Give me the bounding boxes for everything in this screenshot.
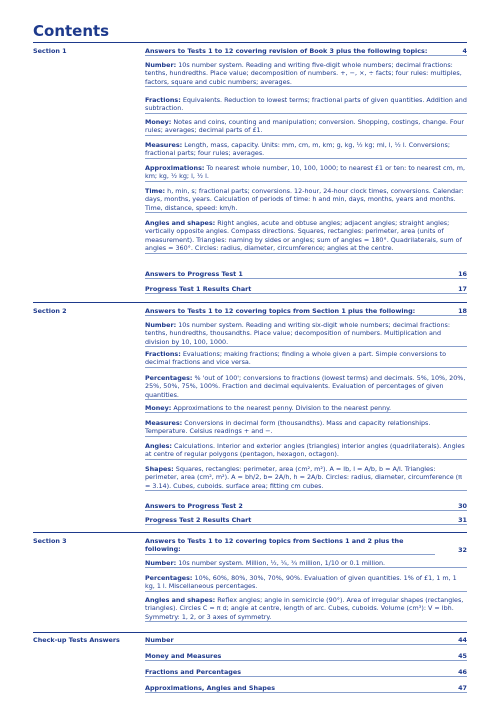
topic-text: Length, mass, capacity. Units: mm, cm, m, km; g, kg, ½ kg; ml, l, ½ l. Conversions; fractional parts; four rules; averages.	[145, 141, 450, 158]
topic-heading: Angles and shapes:	[145, 596, 216, 604]
section-2-extra-page: 30	[458, 502, 467, 510]
topic-heading: Time:	[145, 187, 166, 195]
topic-heading: Number:	[145, 61, 177, 69]
section-2-topic	[145, 350, 467, 368]
topic-heading: Money:	[145, 404, 172, 412]
section-2-topic	[145, 404, 467, 413]
section-2-extra: Answers to Progress Test 2	[145, 502, 467, 511]
topic-heading: Measures:	[145, 419, 183, 427]
topic-text: Approximations to the nearest penny. Division to the nearest penny.	[173, 404, 392, 412]
topic-text: 10s number system. Reading and writing six-digit whole numbers; decimal fractions: tenths, hundredths, thousandths. Place value; decomposition of numbers. Multiplication and division by 10, 100, 1000.	[145, 321, 450, 346]
section-3-page: 32	[458, 546, 467, 554]
section-1-topic	[145, 187, 467, 213]
section-1-topic	[145, 118, 467, 136]
title-rule	[33, 42, 467, 43]
section-2-heading: Answers to Tests 1 to 12 covering topics from Section 1 plus the following:	[145, 307, 467, 316]
section-3-topic	[145, 574, 467, 592]
topic-text: Equivalents. Reduction to lowest terms; fractional parts of given quantities. Addition and subtraction.	[145, 96, 467, 113]
topic-heading: Fractions:	[145, 350, 181, 358]
section-1-topic	[145, 61, 467, 87]
section-3-label: Section 3	[33, 537, 67, 545]
topic-text: To nearest whole number, 10, 100, 1000; to nearest £1 or ten: to nearest cm, m, km; kg, ½ kg; l, ½ l.	[145, 164, 466, 181]
topic-text: 10%, 60%, 80%, 30%, 70%, 90%. Evaluation of given quantities. 1% of £1, 1 m, 1 kg, 1 l. Miscellaneous percentages.	[145, 574, 457, 591]
section-2-page: 18	[458, 307, 467, 315]
section-2-extra: Progress Test 2 Results Chart	[145, 516, 467, 525]
section-2-topic	[145, 321, 467, 347]
checkup-item: Fractions and Percentages	[145, 668, 467, 677]
topic-text: Conversions in decimal form (thousandths). Mass and capacity relationships. Temperature. Celsius readings + and −.	[145, 419, 431, 436]
section-1-page: 4	[462, 47, 467, 55]
topic-text: Evaluations; making fractions; finding a whole given a part. Simple conversions to decimal fractions and vice versa.	[145, 350, 447, 367]
section-3-topic	[145, 596, 467, 622]
section-1-topic	[145, 96, 467, 114]
checkup-rule	[33, 632, 467, 633]
section-2-topic	[145, 442, 467, 460]
section-1-topic	[145, 141, 467, 159]
section-2-topic	[145, 465, 467, 491]
section-1-topic	[145, 219, 467, 254]
topic-heading: Fractions:	[145, 96, 181, 104]
section-2-topic	[145, 419, 467, 437]
topic-heading: Number:	[145, 559, 177, 567]
topic-text: Squares, rectangles: perimeter, area (cm², m²). A = lb, l = A/b, b = A/l. Triangles: perimeter, area (cm², m²). A = bh/2, b= 2A/h, h = 2A/b. Circles: radius, diameter, circumference (π = 3.14). Cubes, cuboids. surface area; fitting cm cubes.	[145, 465, 463, 490]
checkup-item-page: 45	[458, 652, 467, 660]
section-1-topic	[145, 164, 467, 182]
checkup-label: Check-up Tests Answers	[33, 636, 120, 644]
checkup-item: Money and Measures	[145, 652, 467, 661]
section-2-label: Section 2	[33, 307, 67, 315]
section-3-rule	[33, 532, 467, 533]
topic-text: Reflex angles; angle in semicircle (90°). Area of irregular shapes (rectangles, triangles). Circles C = π d; angle at centre, length of arc. Cubes, cuboids. Volume (cm³): V = lbh. Symmetry: 1, 2, or 3 axes of symmetry.	[145, 596, 464, 621]
section-2-rule	[33, 302, 467, 303]
topic-heading: Angles:	[145, 442, 172, 450]
section-1-extra-page: 16	[458, 270, 467, 278]
section-3-topic	[145, 559, 467, 568]
section-3-heading: Answers to Tests 1 to 12 covering topics from Sections 1 and 2 plus the following:	[145, 537, 435, 555]
topic-heading: Percentages:	[145, 574, 193, 582]
topic-text: 10s number system. Million, ½, ¼, ¾ million, 1/10 or 0.1 million.	[178, 559, 386, 567]
checkup-item-page: 46	[458, 668, 467, 676]
section-1-extra: Progress Test 1 Results Chart	[145, 285, 467, 294]
checkup-item-page: 44	[458, 636, 467, 644]
topic-text: % 'out of 100'; conversions to fractions (lowest terms) and decimals. 5%, 10%, 20%, 25%, 50%, 75%, 100%. Fraction and decimal equivalents. Evaluation of percentages of given quantities.	[145, 374, 466, 399]
topic-text: 10s number system. Reading and writing five-digit whole numbers; decimal fractions: tenths, hundredths. Place value; decomposition of numbers. +, −, ×, ÷ facts; four rules: multiples, factors, square and cubic numbers; averages.	[145, 61, 462, 86]
section-1-extra: Answers to Progress Test 1	[145, 270, 467, 279]
section-1-label: Section 1	[33, 47, 67, 55]
topic-text: h, min, s; fractional parts; conversions. 12-hour, 24-hour clock times, conversions. Calendar: days, months, years. Calculation of periods of time: h and min, days, months, years and months. Time, distance, speed: km/h.	[145, 187, 464, 212]
section-1-extra-page: 17	[458, 285, 467, 293]
checkup-item-page: 47	[458, 684, 467, 692]
checkup-item: Approximations, Angles and Shapes	[145, 684, 467, 693]
topic-heading: Money:	[145, 118, 172, 126]
section-1-heading: Answers to Tests 1 to 12 covering revision of Book 3 plus the following topics:	[145, 47, 467, 56]
topic-heading: Measures:	[145, 141, 183, 149]
section-2-topic	[145, 374, 467, 400]
page-title: Contents	[33, 22, 110, 40]
topic-heading: Percentages:	[145, 374, 193, 382]
topic-heading: Number:	[145, 321, 177, 329]
topic-heading: Shapes:	[145, 465, 174, 473]
topic-heading: Angles and shapes:	[145, 219, 216, 227]
topic-text: Calculations. Interior and exterior angles (triangles) interior angles (quadrilaterals). Angles at centre of regular polygons (pentagon, hexagon, octagon).	[145, 442, 465, 459]
topic-text: Right angles, acute and obtuse angles; adjacent angles; straight angles; vertically opposite angles. Compass directions. Squares, rectangles: perimeter, area (units of measurement). Triangles: naming by sides or angles; sum of angles = 180°. Quadrilaterals, sum of angles = 360°. Circles: radius, diameter, circumference; angles at the centre.	[145, 219, 462, 253]
section-2-extra-page: 31	[458, 516, 467, 524]
topic-heading: Approximations:	[145, 164, 205, 172]
topic-text: Notes and coins, counting and manipulation; conversion. Shopping, costings, change. Four rules; averages; decimal parts of £1.	[145, 118, 464, 135]
checkup-item: Number	[145, 636, 467, 645]
